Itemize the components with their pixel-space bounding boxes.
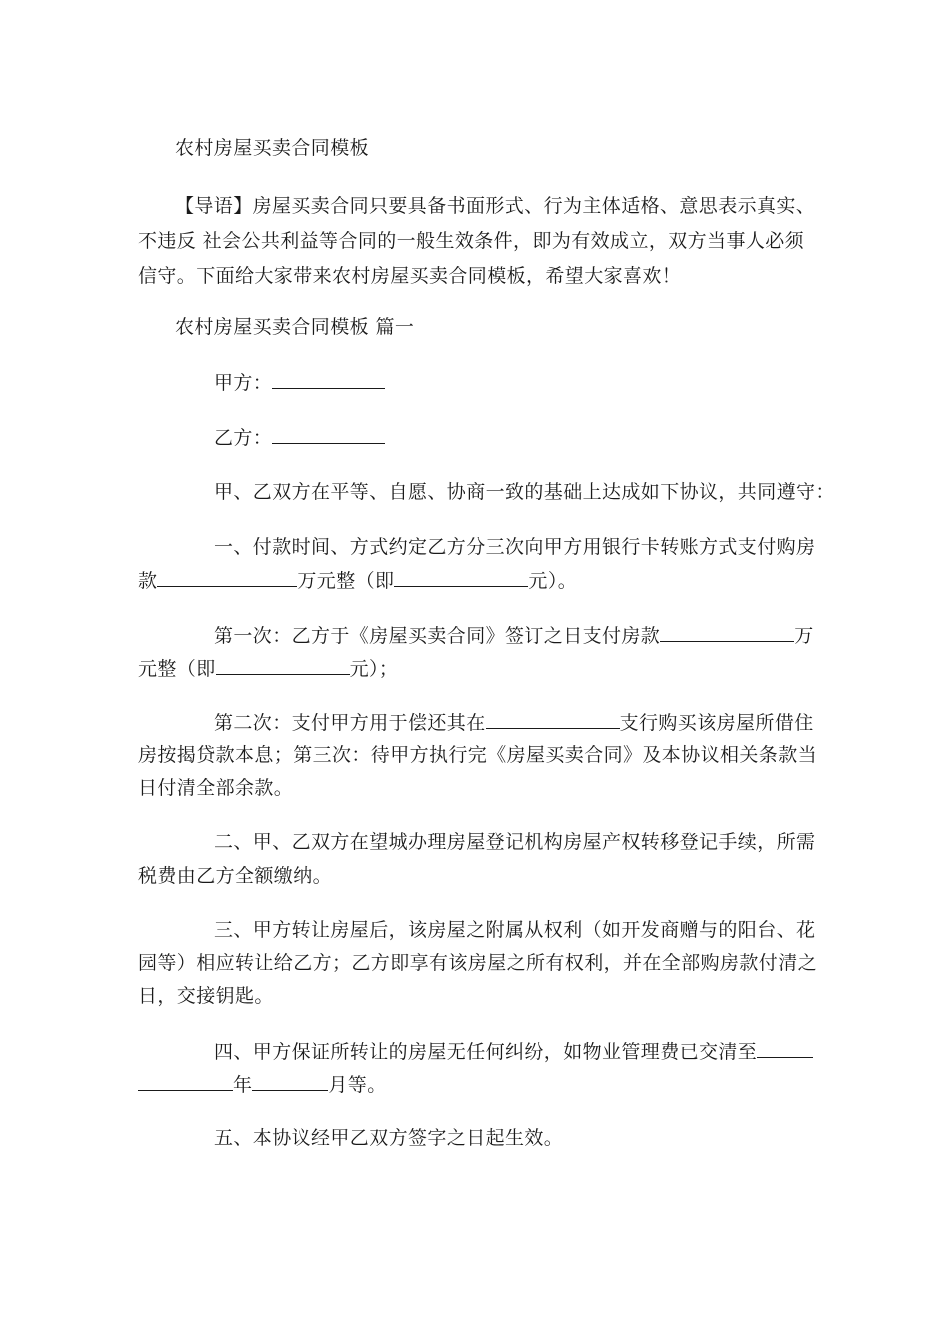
party-a-line [214, 370, 385, 395]
paid-until-blank-part2 [138, 1072, 233, 1091]
clause2-line-2: 税费由乙方全额缴纳。 [138, 865, 333, 887]
party-a-label: 甲方： [214, 372, 273, 394]
month-blank [252, 1072, 328, 1091]
clause4-text-c: 月等。 [328, 1074, 387, 1096]
clause1-text-a: 款 [138, 570, 158, 592]
intro-line-1: 【导语】房屋买卖合同只要具备书面形式、行为主体适格、意思表示真实、 [175, 195, 816, 217]
clause4-text-a: 四、甲方保证所转让的房屋无任何纠纷，如物业管理费已交清至 [214, 1041, 758, 1063]
second-payment-line-3: 日付清全部余款。 [138, 777, 294, 799]
clause1-line-1: 一、付款时间、方式约定乙方分三次向甲方用银行卡转账方式支付购房 [214, 536, 816, 558]
first-payment-text-d: 元）； [349, 658, 399, 680]
clause2-line-1: 二、甲、乙双方在望城办理房屋登记机构房屋产权转移登记手续，所需 [214, 831, 816, 853]
amount-blank [157, 568, 297, 587]
first-payment-line-1 [214, 623, 814, 648]
clause3-line-3: 日，交接钥匙。 [138, 985, 274, 1007]
clause5: 五、本协议经甲乙双方签字之日起生效。 [214, 1127, 564, 1149]
clause1-text-b: 万元整（即 [297, 570, 395, 592]
first-payment-blank [660, 623, 794, 642]
clause1-text-c: 元）。 [528, 570, 578, 592]
clause3-line-1: 三、甲方转让房屋后，该房屋之附属从权利（如开发商赠与的阳台、花 [214, 919, 816, 941]
amount-digits-blank [394, 568, 528, 587]
clause3-line-2: 园等）相应转让给乙方；乙方即享有该房屋之所有权利，并在全部购房款付清之 [138, 952, 818, 974]
party-b-label: 乙方： [214, 427, 273, 449]
clause4-line-1 [214, 1039, 813, 1064]
second-payment-line-1 [214, 710, 814, 735]
second-payment-text-b: 支行购买该房屋所借住 [619, 712, 814, 734]
first-payment-line-2 [138, 656, 398, 681]
first-payment-text-b: 万 [794, 625, 814, 647]
party-a-blank [272, 370, 385, 389]
bank-branch-blank [486, 710, 620, 729]
party-b-blank [272, 425, 385, 444]
second-payment-text-a: 第二次：支付甲方用于偿还其在 [214, 712, 486, 734]
clause4-line-2 [138, 1072, 387, 1097]
document-title: 农村房屋买卖合同模板 [175, 137, 370, 159]
section-title: 农村房屋买卖合同模板 篇一 [175, 316, 415, 338]
first-payment-digits-blank [216, 656, 350, 675]
clause1-line-2 [138, 568, 577, 593]
intro-line-2: 不违反 社会公共利益等合同的一般生效条件，即为有效成立，双方当事人必须 [138, 230, 805, 252]
paid-until-blank-part1 [757, 1039, 813, 1058]
first-payment-text-c: 元整（即 [138, 658, 216, 680]
first-payment-text-a: 第一次：乙方于《房屋买卖合同》签订之日支付房款 [214, 625, 661, 647]
second-payment-line-2: 房按揭贷款本息；第三次：待甲方执行完《房屋买卖合同》及本协议相关条款当 [138, 744, 818, 766]
agreement-intro: 甲、乙双方在平等、自愿、协商一致的基础上达成如下协议，共同遵守： [214, 481, 835, 503]
intro-line-3: 信守。下面给大家带来农村房屋买卖合同模板，希望大家喜欢！ [138, 265, 682, 287]
clause4-text-b: 年 [233, 1074, 253, 1096]
party-b-line [214, 425, 385, 450]
